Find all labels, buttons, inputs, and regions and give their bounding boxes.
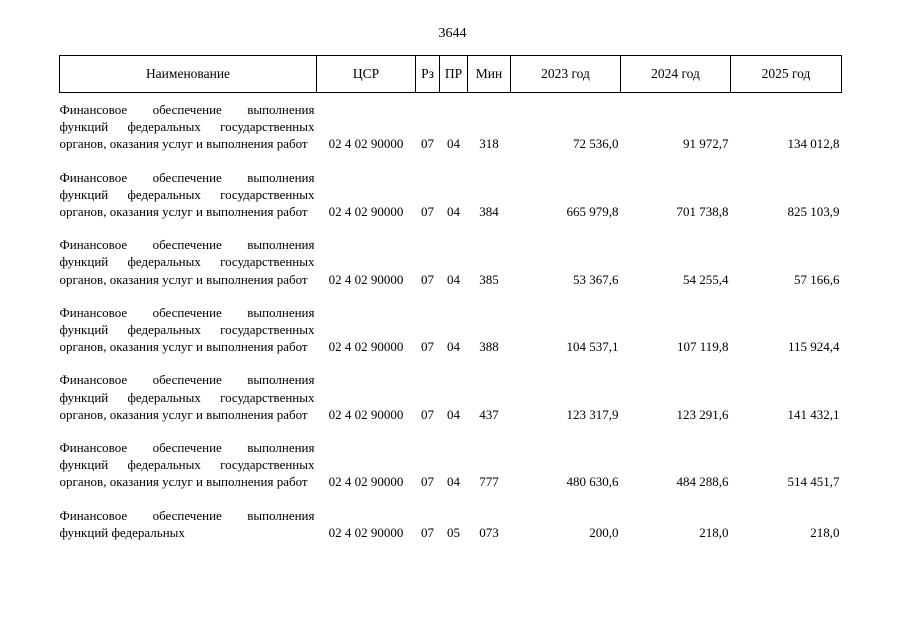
table-row xyxy=(60,431,842,499)
cell-rz: 07 xyxy=(421,406,434,422)
header-row xyxy=(60,56,842,93)
cell-pr: 04 xyxy=(447,136,460,152)
table-row xyxy=(60,93,842,161)
cell-rz: 07 xyxy=(421,474,434,490)
cell-2024: 701 738,8 xyxy=(676,204,729,220)
cell-name xyxy=(60,93,317,161)
row-name-text: Финансовое обеспечение выполнения функций федеральных государственных органов, оказания услуг и выполнения работ xyxy=(59,169,315,220)
cell-2025: 218,0 xyxy=(810,524,840,540)
row-name-text: Финансовое обеспечение выполнения функций федеральных государственных органов, оказания услуг и выполнения работ xyxy=(59,372,315,422)
cell-csr: 02 4 02 90000 xyxy=(328,406,404,422)
header-2024: 2024 год xyxy=(621,56,731,93)
cell-csr: 02 4 02 90000 xyxy=(328,136,404,152)
header-csr: ЦСР xyxy=(317,56,416,93)
row-name-text: Финансовое обеспечение выполнения функций федеральных государственных органов, оказания услуг и выполнения работ xyxy=(59,440,315,490)
table-header xyxy=(60,56,842,93)
cell-csr: 02 4 02 90000 xyxy=(328,524,404,540)
cell-pr: 04 xyxy=(447,474,460,490)
cell-csr: 02 4 02 90000 xyxy=(328,271,404,287)
cell-name xyxy=(60,363,317,431)
cell-rz: 07 xyxy=(421,136,434,152)
table-row xyxy=(60,161,842,229)
cell-name xyxy=(60,499,317,549)
cell-2024: 91 972,7 xyxy=(683,136,729,152)
cell-2024: 107 119,8 xyxy=(676,339,729,355)
cell-min: 437 xyxy=(479,406,499,422)
cell-2025: 57 166,6 xyxy=(794,271,840,287)
cell-min: 384 xyxy=(479,204,499,220)
cell-2024: 123 291,6 xyxy=(676,406,729,422)
cell-name xyxy=(60,296,317,364)
cell-2025: 514 451,7 xyxy=(787,474,840,490)
cell-2023: 665 979,8 xyxy=(566,204,619,220)
header-min: Мин xyxy=(468,56,511,93)
cell-csr: 02 4 02 90000 xyxy=(328,339,404,355)
cell-2023: 53 367,6 xyxy=(573,271,619,287)
table-row xyxy=(60,363,842,431)
cell-2023: 123 317,9 xyxy=(566,406,619,422)
cell-csr: 02 4 02 90000 xyxy=(328,474,404,490)
budget-table xyxy=(59,55,842,549)
cell-min: 385 xyxy=(479,271,499,287)
cell-min: 777 xyxy=(479,474,499,490)
table-row xyxy=(60,228,842,296)
cell-min: 388 xyxy=(479,339,499,355)
cell-rz: 07 xyxy=(421,339,434,355)
cell-name xyxy=(60,431,317,499)
cell-rz: 07 xyxy=(421,204,434,220)
cell-pr: 04 xyxy=(447,204,460,220)
header-name: Наименование xyxy=(60,56,317,93)
cell-name xyxy=(60,161,317,229)
row-name-text: Финансовое обеспечение выполнения функций федеральных государственных органов, оказания услуг и выполнения работ xyxy=(59,102,315,152)
cell-pr: 04 xyxy=(447,271,460,287)
cell-rz: 07 xyxy=(421,271,434,287)
cell-2025: 825 103,9 xyxy=(787,204,840,220)
cell-pr: 04 xyxy=(447,339,460,355)
header-pr: ПР xyxy=(440,56,468,93)
row-name-text: Финансовое обеспечение выполнения функций федеральных государственных органов, оказания услуг и выполнения работ xyxy=(59,237,315,287)
cell-2023: 104 537,1 xyxy=(566,339,619,355)
cell-2025: 134 012,8 xyxy=(787,136,840,152)
cell-2025: 115 924,4 xyxy=(787,339,840,355)
cell-min: 318 xyxy=(479,136,499,152)
header-2023: 2023 год xyxy=(511,56,621,93)
cell-name xyxy=(60,228,317,296)
table-row xyxy=(60,296,842,364)
cell-2023: 200,0 xyxy=(589,524,619,540)
cell-min: 073 xyxy=(479,524,499,540)
cell-2024: 54 255,4 xyxy=(683,271,729,287)
cell-2023: 72 536,0 xyxy=(573,136,619,152)
cell-2025: 141 432,1 xyxy=(787,406,840,422)
header-rz: Рз xyxy=(416,56,440,93)
row-name-text: Финансовое обеспечение выполнения функций федеральных государственных органов, оказания услуг и выполнения работ xyxy=(59,304,315,355)
cell-2024: 484 288,6 xyxy=(676,474,729,490)
table-row xyxy=(60,499,842,549)
cell-2024: 218,0 xyxy=(699,524,729,540)
cell-rz: 07 xyxy=(421,524,434,540)
header-2025: 2025 год xyxy=(731,56,842,93)
cell-2023: 480 630,6 xyxy=(566,474,619,490)
cell-pr: 05 xyxy=(447,524,460,540)
cell-csr: 02 4 02 90000 xyxy=(328,204,404,220)
table-body xyxy=(60,93,842,550)
cell-pr: 04 xyxy=(447,406,460,422)
row-name-text: Финансовое обеспечение выполнения функций федеральных xyxy=(59,507,315,540)
page-number: 3644 xyxy=(438,26,467,41)
